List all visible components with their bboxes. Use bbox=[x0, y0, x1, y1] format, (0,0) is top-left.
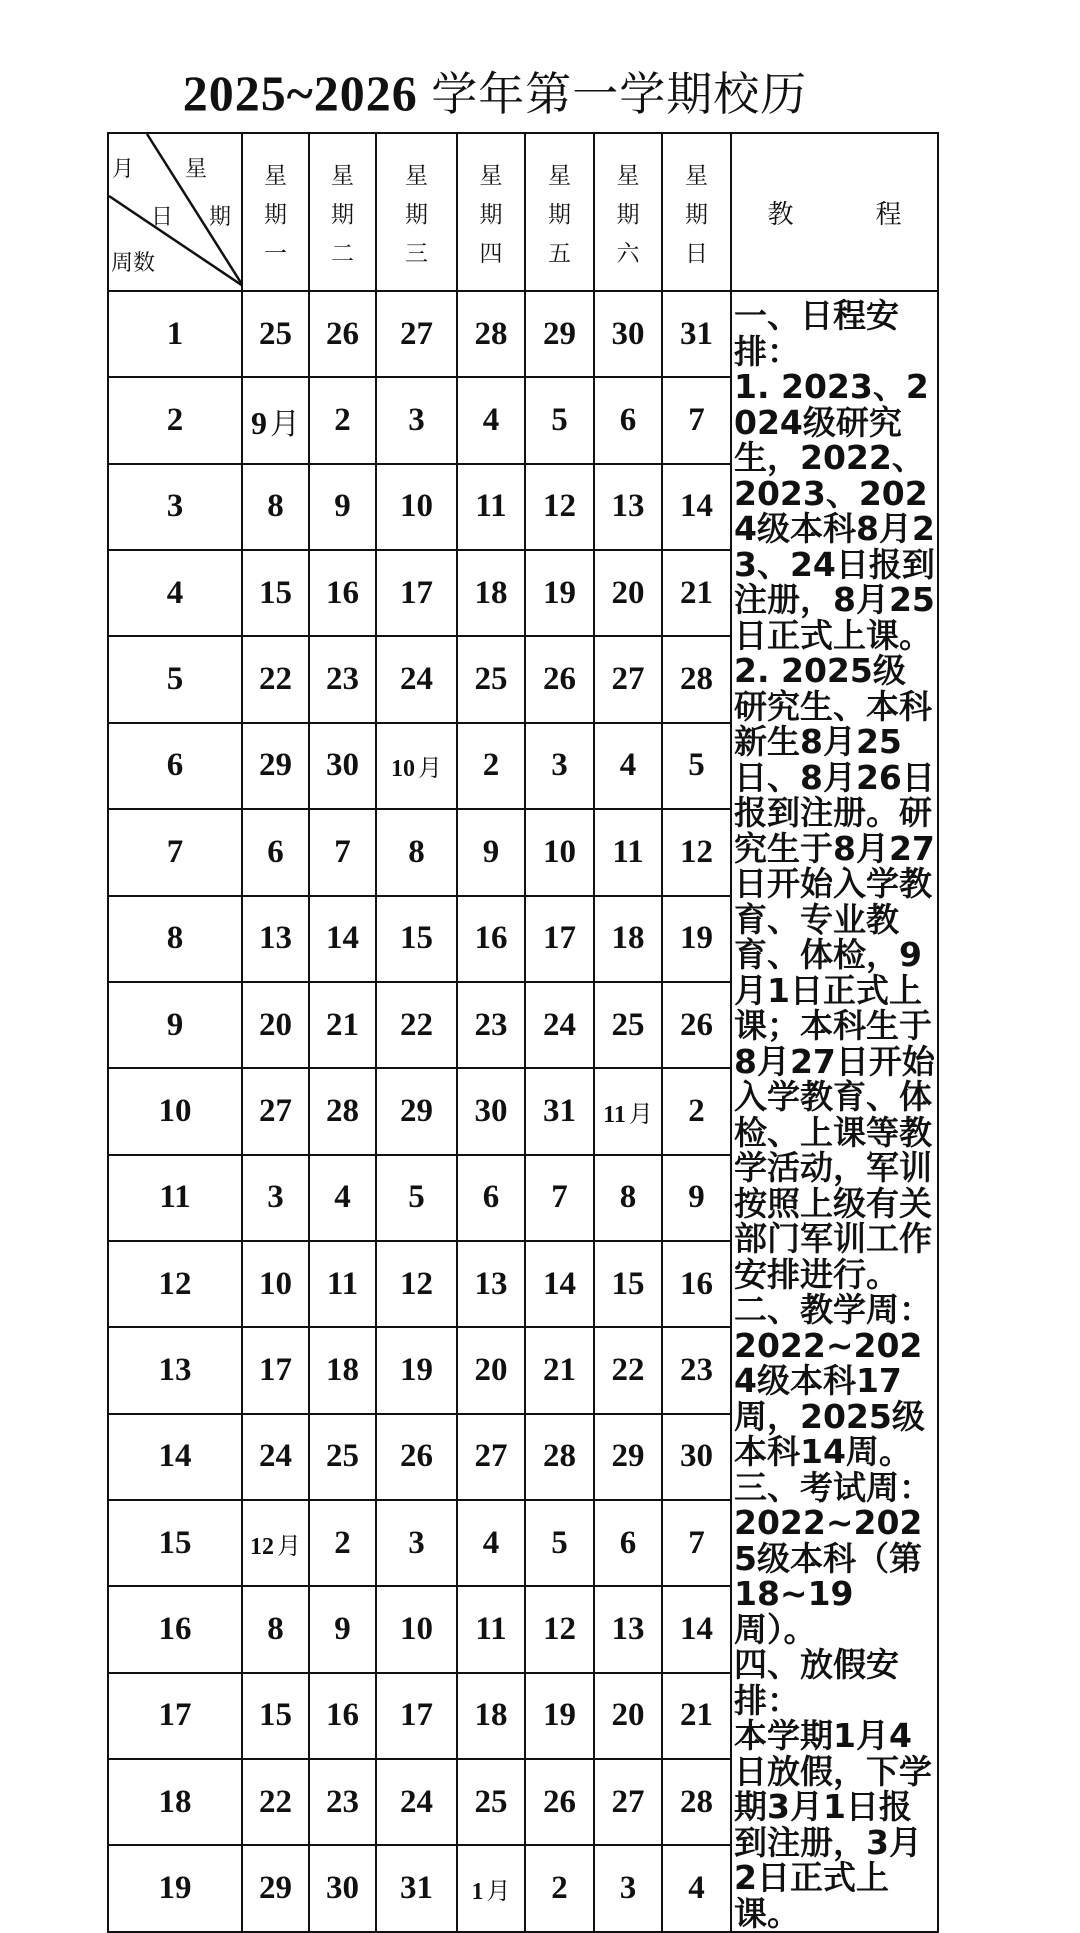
day-cell: 8 bbox=[242, 1586, 309, 1672]
day-cell: 13 bbox=[242, 896, 309, 982]
day-cell: 14 bbox=[525, 1241, 594, 1327]
week-number-cell: 19 bbox=[108, 1845, 242, 1932]
day-cell: 8 bbox=[376, 809, 457, 895]
day-cell: 14 bbox=[662, 464, 731, 550]
month-number: 12 bbox=[250, 1533, 274, 1560]
corner-day-label: 日 bbox=[151, 205, 174, 230]
week-number-cell: 6 bbox=[108, 723, 242, 809]
weekday-header-wed: 星 期 三 bbox=[376, 133, 457, 291]
day-cell: 13 bbox=[594, 1586, 662, 1672]
day-cell: 24 bbox=[376, 1759, 457, 1845]
day-cell: 6 bbox=[242, 809, 309, 895]
weekday-header-sun: 星 期 日 bbox=[662, 133, 731, 291]
corner-month-label: 月 bbox=[112, 157, 135, 182]
day-cell: 19 bbox=[376, 1327, 457, 1413]
day-cell: 31 bbox=[376, 1845, 457, 1932]
day-cell: 29 bbox=[242, 1845, 309, 1932]
day-cell: 28 bbox=[309, 1068, 376, 1154]
day-cell: 24 bbox=[242, 1414, 309, 1500]
day-cell: 16 bbox=[309, 1673, 376, 1759]
day-cell: 26 bbox=[525, 636, 594, 722]
day-cell: 16 bbox=[309, 550, 376, 636]
week-number-cell: 16 bbox=[108, 1586, 242, 1672]
day-cell: 17 bbox=[242, 1327, 309, 1413]
day-cell: 3 bbox=[376, 377, 457, 463]
week-number-cell: 8 bbox=[108, 896, 242, 982]
day-cell: 6 bbox=[594, 1500, 662, 1586]
month-label: 月 bbox=[270, 406, 300, 442]
month-start-cell bbox=[594, 1068, 662, 1154]
month-label: 月 bbox=[628, 1099, 653, 1128]
day-cell: 11 bbox=[457, 1586, 525, 1672]
day-cell: 28 bbox=[525, 1414, 594, 1500]
day-cell: 24 bbox=[525, 982, 594, 1068]
notes-paragraph: 二、教学周： bbox=[734, 1290, 932, 1329]
day-cell: 4 bbox=[457, 377, 525, 463]
day-cell: 30 bbox=[662, 1414, 731, 1500]
day-cell: 12 bbox=[662, 809, 731, 895]
header-row bbox=[108, 133, 938, 291]
day-cell: 20 bbox=[594, 1673, 662, 1759]
day-cell: 11 bbox=[594, 809, 662, 895]
notes-paragraph: 一、日程安排： bbox=[734, 296, 899, 371]
notes-paragraph: 本学期1月4日放假，下学期3月1日报到注册，3月2日正式上课。 bbox=[734, 1716, 932, 1933]
corner-weeknum-label: 周数 bbox=[111, 251, 156, 276]
month-start-cell bbox=[242, 377, 309, 463]
week-number-cell: 11 bbox=[108, 1155, 242, 1241]
day-cell: 27 bbox=[242, 1068, 309, 1154]
day-cell: 2 bbox=[309, 377, 376, 463]
day-cell: 11 bbox=[309, 1241, 376, 1327]
day-cell: 13 bbox=[594, 464, 662, 550]
month-start-cell bbox=[457, 1845, 525, 1932]
day-cell: 15 bbox=[376, 896, 457, 982]
day-cell: 29 bbox=[525, 291, 594, 377]
day-cell: 12 bbox=[525, 464, 594, 550]
day-cell: 4 bbox=[457, 1500, 525, 1586]
day-cell: 29 bbox=[594, 1414, 662, 1500]
notes-cell bbox=[731, 291, 938, 1932]
day-cell: 11 bbox=[457, 464, 525, 550]
day-cell: 21 bbox=[662, 1673, 731, 1759]
day-cell: 7 bbox=[309, 809, 376, 895]
day-cell: 2 bbox=[525, 1845, 594, 1932]
day-cell: 10 bbox=[376, 1586, 457, 1672]
day-cell: 26 bbox=[662, 982, 731, 1068]
corner-header-cell bbox=[108, 133, 242, 291]
day-cell: 30 bbox=[309, 1845, 376, 1932]
day-cell: 2 bbox=[309, 1500, 376, 1586]
week-number-cell: 14 bbox=[108, 1414, 242, 1500]
day-cell: 23 bbox=[457, 982, 525, 1068]
day-cell: 14 bbox=[309, 896, 376, 982]
day-cell: 25 bbox=[242, 291, 309, 377]
notes-paragraph: 2022~2024级本科17周，2025级本科14周。 bbox=[734, 1325, 925, 1471]
week-number-cell: 1 bbox=[108, 291, 242, 377]
day-cell: 20 bbox=[594, 550, 662, 636]
title-text: 学年第一学期校历 bbox=[431, 67, 808, 121]
day-cell: 10 bbox=[525, 809, 594, 895]
week-row bbox=[108, 291, 938, 377]
day-cell: 28 bbox=[662, 1759, 731, 1845]
day-cell: 19 bbox=[525, 550, 594, 636]
corner-qi-label: 期 bbox=[209, 205, 232, 230]
month-label: 月 bbox=[418, 754, 442, 783]
page-title bbox=[0, 58, 990, 124]
day-cell: 17 bbox=[376, 1673, 457, 1759]
day-cell: 3 bbox=[594, 1845, 662, 1932]
day-cell: 27 bbox=[594, 1759, 662, 1845]
day-cell: 18 bbox=[457, 1673, 525, 1759]
week-number-cell: 3 bbox=[108, 464, 242, 550]
day-cell: 17 bbox=[525, 896, 594, 982]
day-cell: 23 bbox=[662, 1327, 731, 1413]
weekday-header-mon: 星 期 一 bbox=[242, 133, 309, 291]
month-number: 10 bbox=[391, 756, 415, 783]
day-cell: 25 bbox=[457, 1759, 525, 1845]
day-cell: 9 bbox=[662, 1155, 731, 1241]
day-cell: 4 bbox=[594, 723, 662, 809]
weekday-header-thu: 星 期 四 bbox=[457, 133, 525, 291]
day-cell: 25 bbox=[457, 636, 525, 722]
day-cell: 10 bbox=[242, 1241, 309, 1327]
day-cell: 15 bbox=[242, 550, 309, 636]
week-number-cell: 4 bbox=[108, 550, 242, 636]
day-cell: 29 bbox=[242, 723, 309, 809]
day-cell: 5 bbox=[525, 377, 594, 463]
day-cell: 7 bbox=[662, 1500, 731, 1586]
day-cell: 30 bbox=[457, 1068, 525, 1154]
day-cell: 16 bbox=[662, 1241, 731, 1327]
month-label: 月 bbox=[277, 1531, 301, 1560]
day-cell: 10 bbox=[376, 464, 457, 550]
day-cell: 6 bbox=[457, 1155, 525, 1241]
day-cell: 5 bbox=[662, 723, 731, 809]
week-number-cell: 7 bbox=[108, 809, 242, 895]
day-cell: 30 bbox=[309, 723, 376, 809]
day-cell: 9 bbox=[457, 809, 525, 895]
day-cell: 12 bbox=[525, 1586, 594, 1672]
month-label: 月 bbox=[486, 1877, 511, 1906]
day-cell: 28 bbox=[662, 636, 731, 722]
day-cell: 22 bbox=[594, 1327, 662, 1413]
day-cell: 19 bbox=[525, 1673, 594, 1759]
week-number-cell: 17 bbox=[108, 1673, 242, 1759]
day-cell: 7 bbox=[525, 1155, 594, 1241]
day-cell: 5 bbox=[525, 1500, 594, 1586]
notes-paragraph: 2. 2025级研究生、本科新生8月25日、8月26日报到注册。研究生于8月27日开始入学教育、专业教育、体检，9月1日正式上课；本科生于8月27日开始入学教育、体检、上课等教学活动，军训按照上级有关部门军训工作安排进行。 bbox=[734, 651, 935, 1294]
day-cell: 5 bbox=[376, 1155, 457, 1241]
day-cell: 26 bbox=[525, 1759, 594, 1845]
day-cell: 22 bbox=[376, 982, 457, 1068]
notes-paragraph: 四、放假安排： bbox=[734, 1645, 899, 1720]
day-cell: 14 bbox=[662, 1586, 731, 1672]
week-number-cell: 2 bbox=[108, 377, 242, 463]
day-cell: 9 bbox=[309, 1586, 376, 1672]
day-cell: 24 bbox=[376, 636, 457, 722]
calendar-table bbox=[107, 132, 939, 1933]
day-cell: 7 bbox=[662, 377, 731, 463]
day-cell: 17 bbox=[376, 550, 457, 636]
day-cell: 21 bbox=[309, 982, 376, 1068]
day-cell: 31 bbox=[662, 291, 731, 377]
day-cell: 6 bbox=[594, 377, 662, 463]
week-number-cell: 15 bbox=[108, 1500, 242, 1586]
day-cell: 15 bbox=[594, 1241, 662, 1327]
month-number: 1 bbox=[471, 1879, 484, 1906]
day-cell: 25 bbox=[594, 982, 662, 1068]
day-cell: 16 bbox=[457, 896, 525, 982]
day-cell: 3 bbox=[242, 1155, 309, 1241]
day-cell: 19 bbox=[662, 896, 731, 982]
day-cell: 2 bbox=[662, 1068, 731, 1154]
day-cell: 9 bbox=[309, 464, 376, 550]
notes-header: 教 程 bbox=[731, 133, 938, 291]
weekday-header-fri: 星 期 五 bbox=[525, 133, 594, 291]
day-cell: 29 bbox=[376, 1068, 457, 1154]
day-cell: 22 bbox=[242, 1759, 309, 1845]
notes-paragraph: 三、考试周： bbox=[734, 1467, 932, 1507]
day-cell: 18 bbox=[594, 896, 662, 982]
month-start-cell bbox=[242, 1500, 309, 1586]
weekday-header-tue: 星 期 二 bbox=[309, 133, 376, 291]
week-number-cell: 18 bbox=[108, 1759, 242, 1845]
day-cell: 18 bbox=[457, 550, 525, 636]
day-cell: 23 bbox=[309, 1759, 376, 1845]
day-cell: 15 bbox=[242, 1673, 309, 1759]
corner-xing-label: 星 bbox=[185, 157, 208, 182]
day-cell: 3 bbox=[376, 1500, 457, 1586]
day-cell: 22 bbox=[242, 636, 309, 722]
month-number: 9 bbox=[251, 404, 267, 441]
week-number-cell: 12 bbox=[108, 1241, 242, 1327]
week-number-cell: 5 bbox=[108, 636, 242, 722]
day-cell: 13 bbox=[457, 1241, 525, 1327]
notes-paragraph: 1. 2023、2024级研究生，2022、2023、2024级本科8月23、24日报到注册，8月25日正式上课。 bbox=[734, 367, 935, 655]
day-cell: 25 bbox=[309, 1414, 376, 1500]
week-number-cell: 13 bbox=[108, 1327, 242, 1413]
notes-paragraph: 2022~2025级本科（第18~19周）。 bbox=[734, 1503, 923, 1649]
day-cell: 8 bbox=[242, 464, 309, 550]
day-cell: 27 bbox=[594, 636, 662, 722]
day-cell: 21 bbox=[525, 1327, 594, 1413]
day-cell: 31 bbox=[525, 1068, 594, 1154]
day-cell: 18 bbox=[309, 1327, 376, 1413]
day-cell: 20 bbox=[242, 982, 309, 1068]
day-cell: 30 bbox=[594, 291, 662, 377]
day-cell: 8 bbox=[594, 1155, 662, 1241]
day-cell: 4 bbox=[309, 1155, 376, 1241]
day-cell: 2 bbox=[457, 723, 525, 809]
day-cell: 4 bbox=[662, 1845, 731, 1932]
title-year: 2025~2026 bbox=[182, 65, 418, 121]
day-cell: 26 bbox=[376, 1414, 457, 1500]
day-cell: 26 bbox=[309, 291, 376, 377]
week-number-cell: 9 bbox=[108, 982, 242, 1068]
day-cell: 12 bbox=[376, 1241, 457, 1327]
day-cell: 3 bbox=[525, 723, 594, 809]
weekday-header-sat: 星 期 六 bbox=[594, 133, 662, 291]
day-cell: 21 bbox=[662, 550, 731, 636]
week-number-cell: 10 bbox=[108, 1068, 242, 1154]
day-cell: 23 bbox=[309, 636, 376, 722]
day-cell: 20 bbox=[457, 1327, 525, 1413]
day-cell: 27 bbox=[457, 1414, 525, 1500]
day-cell: 28 bbox=[457, 291, 525, 377]
day-cell: 27 bbox=[376, 291, 457, 377]
month-number: 11 bbox=[603, 1101, 626, 1128]
month-start-cell bbox=[376, 723, 457, 809]
